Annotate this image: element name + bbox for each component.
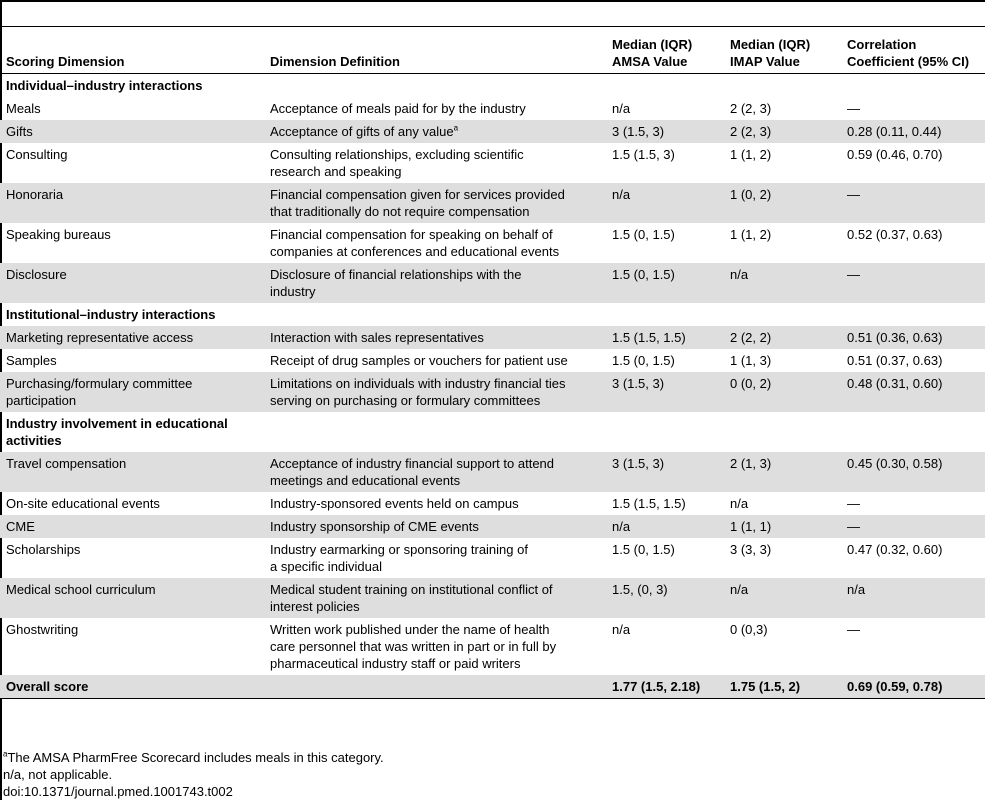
- cell-dimension-definition: Receipt of drug samples or vouchers for patient use: [270, 353, 568, 368]
- section-header-row: [0, 74, 985, 98]
- table-row: [0, 452, 985, 492]
- cell-scoring-dimension: CME: [0, 515, 264, 538]
- header-correlation: Correlation Coefficient (95% CI): [841, 27, 985, 74]
- cell-correlation: —: [841, 263, 985, 303]
- header-amsa-value: Median (IQR) AMSA Value: [606, 27, 724, 74]
- cell-scoring-dimension: Disclosure: [0, 263, 264, 303]
- section-header-label: Institutional–industry interactions: [6, 307, 216, 322]
- table-row: [0, 183, 985, 223]
- section-header-label: Individual–industry interactions: [6, 78, 203, 93]
- cell-scoring-dimension: Marketing representative access: [0, 326, 264, 349]
- cell-scoring-dimension: On-site educational events: [6, 496, 160, 511]
- cell-dimension-definition: Medical student training on institutional conflict of interest policies: [264, 578, 606, 618]
- footnote-a: [3, 749, 384, 766]
- empty-cell: [724, 74, 841, 98]
- top-border: [0, 0, 985, 2]
- section-header-label: Industry involvement in educational activities: [6, 416, 228, 448]
- cell-imap-value: 2 (2, 2): [724, 326, 841, 349]
- cell-amsa-value: 3 (1.5, 3): [606, 120, 724, 143]
- cell-scoring-dimension: Meals: [6, 101, 41, 116]
- empty-cell: [606, 74, 724, 98]
- cell-correlation: n/a: [841, 578, 985, 618]
- footnote-a-text: The AMSA PharmFree Scorecard includes meals in this category.: [7, 750, 384, 765]
- cell-correlation: —: [847, 101, 860, 116]
- cell-dimension-definition: [264, 675, 606, 699]
- cell-imap-value: 2 (2, 3): [730, 101, 772, 116]
- cell-dimension-definition: Acceptance of industry financial support to attend meetings and educational events: [264, 452, 606, 492]
- cell-amsa-value: n/a: [606, 183, 724, 223]
- cell-correlation: —: [841, 183, 985, 223]
- cell-correlation: 0.51 (0.37, 0.63): [847, 353, 943, 368]
- header-scoring-dimension: Scoring Dimension: [0, 27, 264, 74]
- cell-amsa-value: 1.5 (0, 1.5): [612, 227, 675, 242]
- cell-dimension-definition: Financial compensation for speaking on behalf of companies at conferences and educational events: [270, 227, 560, 259]
- cell-imap-value: 2 (2, 3): [724, 120, 841, 143]
- cell-imap-value: n/a: [724, 263, 841, 303]
- cell-scoring-dimension: Travel compensation: [0, 452, 264, 492]
- cell-correlation: 0.52 (0.37, 0.63): [847, 227, 943, 242]
- cell-imap-value: 0 (0, 2): [724, 372, 841, 412]
- table-row: [0, 120, 985, 143]
- empty-cell: [841, 303, 985, 326]
- cell-amsa-value: n/a: [612, 101, 631, 116]
- table-row: [0, 263, 985, 303]
- footnotes: [3, 749, 384, 800]
- cell-imap-value: n/a: [724, 578, 841, 618]
- cell-correlation: —: [841, 515, 985, 538]
- header-dimension-definition: Dimension Definition: [264, 27, 606, 74]
- table-body: [0, 74, 985, 699]
- definition-text: Acceptance of gifts of any value: [270, 124, 454, 139]
- cell-amsa-value: 1.5 (0, 1.5): [612, 542, 675, 557]
- table-row: [0, 618, 985, 675]
- footnote-doi: doi:10.1371/journal.pmed.1001743.t002: [3, 784, 233, 799]
- cell-imap-value: 1 (1, 2): [730, 227, 772, 242]
- cell-dimension-definition: [264, 120, 606, 143]
- cell-correlation: 0.45 (0.30, 0.58): [841, 452, 985, 492]
- header-imap-value: Median (IQR) IMAP Value: [724, 27, 841, 74]
- cell-scoring-dimension: Ghostwriting: [6, 622, 79, 637]
- cell-dimension-definition: Acceptance of meals paid for by the industry: [270, 101, 526, 116]
- cell-scoring-dimension: Medical school curriculum: [0, 578, 264, 618]
- cell-correlation: 0.59 (0.46, 0.70): [847, 147, 943, 162]
- cell-imap-value: n/a: [730, 496, 749, 511]
- table-row: [0, 492, 985, 515]
- cell-amsa-value: 1.5 (1.5, 1.5): [612, 496, 686, 511]
- cell-amsa-value: 3 (1.5, 3): [606, 372, 724, 412]
- section-header-row: [0, 303, 985, 326]
- cell-imap-value: 1.75 (1.5, 2): [724, 675, 841, 699]
- table-row: [0, 326, 985, 349]
- table-row: [0, 578, 985, 618]
- cell-correlation: —: [847, 496, 860, 511]
- cell-amsa-value: 1.5 (1.5, 3): [612, 147, 675, 162]
- cell-imap-value: 2 (1, 3): [724, 452, 841, 492]
- cell-imap-value: 1 (0, 2): [724, 183, 841, 223]
- cell-dimension-definition: Interaction with sales representatives: [264, 326, 606, 349]
- cell-correlation: 0.48 (0.31, 0.60): [841, 372, 985, 412]
- cell-dimension-definition: Industry sponsorship of CME events: [264, 515, 606, 538]
- empty-cell: [724, 412, 841, 452]
- table-row: [0, 515, 985, 538]
- cell-amsa-value: 1.5, (0, 3): [606, 578, 724, 618]
- footnote-na: n/a, not applicable.: [3, 767, 113, 782]
- table-row: [0, 538, 985, 578]
- table-row: [0, 143, 985, 183]
- empty-cell: [724, 303, 841, 326]
- cell-dimension-definition: Written work published under the name of health care personnel that was written in part or in full by pharmaceutical industry staff or paid writers: [270, 622, 557, 671]
- cell-dimension-definition: Industry earmarking or sponsoring training of a specific individual: [270, 542, 528, 574]
- cell-scoring-dimension: Samples: [6, 353, 57, 368]
- cell-scoring-dimension: Purchasing/formulary committee participation: [0, 372, 264, 412]
- cell-scoring-dimension: Speaking bureaus: [6, 227, 111, 242]
- section-header-row: [0, 412, 985, 452]
- cell-amsa-value: n/a: [612, 622, 631, 637]
- cell-dimension-definition: Financial compensation given for services provided that traditionally do not require compensation: [264, 183, 606, 223]
- empty-cell: [264, 412, 606, 452]
- cell-amsa-value: 1.5 (0, 1.5): [612, 353, 675, 368]
- cell-amsa-value: 1.5 (0, 1.5): [606, 263, 724, 303]
- empty-cell: [841, 74, 985, 98]
- cell-dimension-definition: Consulting relationships, excluding scientific research and speaking: [270, 147, 524, 179]
- cell-scoring-dimension: Overall score: [0, 675, 264, 699]
- cell-amsa-value: 1.5 (1.5, 1.5): [606, 326, 724, 349]
- cell-correlation: 0.28 (0.11, 0.44): [841, 120, 985, 143]
- cell-scoring-dimension: Honoraria: [0, 183, 264, 223]
- table-row: [0, 372, 985, 412]
- footnote-a-marker: a: [3, 749, 8, 759]
- cell-correlation: 0.51 (0.36, 0.63): [841, 326, 985, 349]
- cell-imap-value: 1 (1, 3): [730, 353, 772, 368]
- cell-dimension-definition: Industry-sponsored events held on campus: [270, 496, 519, 511]
- cell-imap-value: 0 (0,3): [730, 622, 768, 637]
- cell-dimension-definition: Disclosure of financial relationships with the industry: [264, 263, 606, 303]
- cell-correlation: 0.47 (0.32, 0.60): [847, 542, 943, 557]
- footnote-marker: a: [453, 123, 459, 133]
- empty-cell: [264, 303, 606, 326]
- table-header-row: [0, 27, 985, 74]
- scoring-table: [0, 26, 985, 699]
- cell-scoring-dimension: Gifts: [0, 120, 264, 143]
- cell-dimension-definition: Limitations on individuals with industry financial ties serving on purchasing or formulary committees: [264, 372, 606, 412]
- cell-imap-value: 1 (1, 1): [724, 515, 841, 538]
- table-row: [0, 97, 985, 120]
- cell-correlation: —: [847, 622, 860, 637]
- table-row: [0, 349, 985, 372]
- overall-score-row: [0, 675, 985, 699]
- cell-correlation: 0.69 (0.59, 0.78): [841, 675, 985, 699]
- empty-cell: [606, 303, 724, 326]
- cell-scoring-dimension: Consulting: [6, 147, 68, 162]
- cell-amsa-value: 1.77 (1.5, 2.18): [606, 675, 724, 699]
- cell-scoring-dimension: Scholarships: [6, 542, 81, 557]
- table-row: [0, 223, 985, 263]
- cell-imap-value: 1 (1, 2): [730, 147, 772, 162]
- cell-amsa-value: 3 (1.5, 3): [606, 452, 724, 492]
- empty-cell: [841, 412, 985, 452]
- cell-amsa-value: n/a: [606, 515, 724, 538]
- empty-cell: [606, 412, 724, 452]
- empty-cell: [264, 74, 606, 98]
- cell-imap-value: 3 (3, 3): [730, 542, 772, 557]
